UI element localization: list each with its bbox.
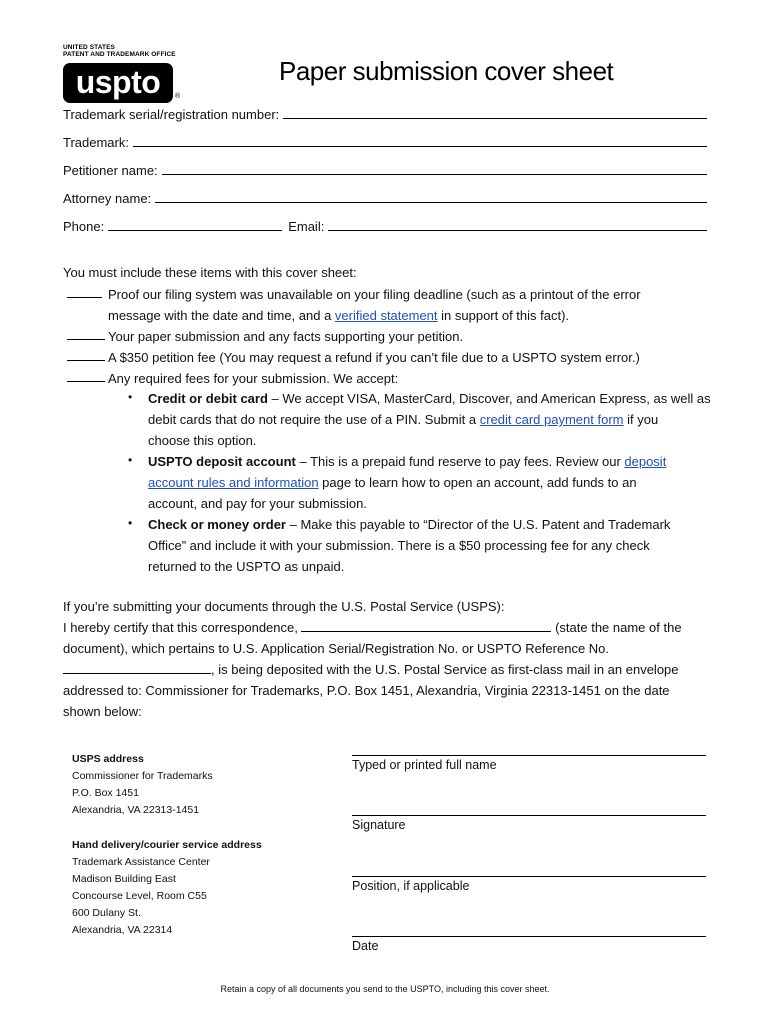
credit-card-line-1 xyxy=(148,388,711,409)
hand-delivery-line: Madison Building East xyxy=(72,873,176,885)
usps-cert-text-a: I hereby certify that this correspondence, xyxy=(63,620,302,635)
usps-cert-line-4: addressed to: Commissioner for Trademarks, P.O. Box 1451, Alexandria, Virginia 22313-1451 on the date xyxy=(63,683,670,698)
item4-check-line[interactable] xyxy=(67,380,105,382)
logo-agency-line-1: UNITED STATES xyxy=(63,44,115,51)
check-line-3: returned to the USPTO as unpaid. xyxy=(148,559,345,574)
credit-card-line-3: choose this option. xyxy=(148,433,257,448)
bullet-dot: • xyxy=(128,516,133,530)
attorney-label: Attorney name: xyxy=(63,191,152,206)
footer-note: Retain a copy of all documents you send to the USPTO, including this cover sheet. xyxy=(220,984,550,994)
signature-label: Signature xyxy=(352,818,406,832)
uspto-logo xyxy=(63,44,183,106)
position-line[interactable] xyxy=(352,876,706,878)
phone-label: Phone: xyxy=(63,219,105,234)
item1-line-1: Proof our filing system was unavailable on your filing deadline (such as a printout of the error xyxy=(108,287,641,302)
usps-cert-text-b: (state the name of the xyxy=(551,620,682,635)
trademark-line[interactable] xyxy=(133,145,707,147)
date-line[interactable] xyxy=(352,936,706,938)
hand-delivery-line: 600 Dulany St. xyxy=(72,907,141,919)
logo-agency-line-2: PATENT AND TRADEMARK OFFICE xyxy=(63,51,176,58)
usps-cert-line-3 xyxy=(63,659,679,680)
item2-text: Your paper submission and any facts supporting your petition. xyxy=(108,329,464,344)
serial-number-label: Trademark serial/registration number: xyxy=(63,107,280,122)
document-name-line[interactable] xyxy=(301,630,551,632)
credit-card-line-2 xyxy=(148,409,658,430)
usps-cert-line-2: document), which pertains to U.S. Application Serial/Registration No. or USPTO Reference No. xyxy=(63,641,610,656)
hand-delivery-heading: Hand delivery/courier service address xyxy=(72,839,262,851)
check-text-a: – Make this payable to “Director of the U.S. Patent and Trademark xyxy=(286,517,671,532)
item4-text: Any required fees for your submission. We accept: xyxy=(108,371,399,386)
usps-address-line: Commissioner for Trademarks xyxy=(72,770,213,782)
credit-card-form-link[interactable]: credit card payment form xyxy=(479,412,624,427)
item3-text: A $350 petition fee (You may request a refund if you can’t file due to a USPTO system error.) xyxy=(108,350,640,365)
hand-delivery-line: Alexandria, VA 22314 xyxy=(72,924,173,936)
date-label: Date xyxy=(352,939,379,953)
item2-check-line[interactable] xyxy=(67,338,105,340)
signature-line[interactable] xyxy=(352,815,706,817)
item1-text-post: in support of this fact). xyxy=(437,308,570,323)
items-intro: You must include these items with this cover sheet: xyxy=(63,265,357,280)
hand-delivery-line: Trademark Assistance Center xyxy=(72,856,210,868)
registered-mark: ® xyxy=(175,93,181,100)
hand-delivery-line: Concourse Level, Room C55 xyxy=(72,890,207,902)
serial-number-line[interactable] xyxy=(283,117,707,119)
email-label: Email: xyxy=(288,219,325,234)
phone-line[interactable] xyxy=(108,229,282,231)
bullet-dot: • xyxy=(128,453,133,467)
phone-email-row xyxy=(63,219,707,234)
petitioner-field[interactable] xyxy=(63,163,707,178)
reference-number-line[interactable] xyxy=(63,672,211,674)
usps-cert-line-5: shown below: xyxy=(63,704,142,719)
item3-check-line[interactable] xyxy=(67,359,105,361)
usps-address-heading: USPS address xyxy=(72,753,144,765)
usps-intro: If you’re submitting your documents through the U.S. Postal Service (USPS): xyxy=(63,599,505,614)
deposit-line-1 xyxy=(148,451,666,472)
credit-card-text-c: if you xyxy=(623,412,659,427)
deposit-line-2 xyxy=(148,472,637,493)
deposit-heading: USPTO deposit account xyxy=(148,454,296,469)
usps-address-line: Alexandria, VA 22313-1451 xyxy=(72,804,200,816)
item1-text-pre: message with the date and time, and a xyxy=(108,308,335,323)
account-rules-link[interactable]: account rules and information xyxy=(148,475,319,490)
full-name-line[interactable] xyxy=(352,755,706,757)
item1-line-2 xyxy=(108,305,569,326)
credit-card-text-b: debit cards that do not require the use of a PIN. Submit a xyxy=(148,412,480,427)
deposit-link[interactable]: deposit xyxy=(624,454,667,469)
trademark-label: Trademark: xyxy=(63,135,129,150)
position-label: Position, if applicable xyxy=(352,879,470,893)
credit-card-heading: Credit or debit card xyxy=(148,391,268,406)
deposit-line-3: account, and pay for your submission. xyxy=(148,496,367,511)
logo-wordmark: uspto xyxy=(75,64,161,100)
check-line-1 xyxy=(148,514,670,535)
check-heading: Check or money order xyxy=(148,517,286,532)
petitioner-line[interactable] xyxy=(162,173,707,175)
deposit-text-a: – This is a prepaid fund reserve to pay fees. Review our xyxy=(295,454,625,469)
credit-card-text-a: – We accept VISA, MasterCard, Discover, and American Express, as well as xyxy=(267,391,711,406)
page-title: Paper submission cover sheet xyxy=(279,56,614,86)
logo-badge xyxy=(63,63,173,103)
bullet-dot: • xyxy=(128,390,133,404)
email-line[interactable] xyxy=(328,229,707,231)
verified-statement-link[interactable]: verified statement xyxy=(334,308,438,323)
attorney-field[interactable] xyxy=(63,191,707,206)
item1-check-line[interactable] xyxy=(67,296,102,298)
full-name-label: Typed or printed full name xyxy=(352,758,497,772)
serial-number-field[interactable] xyxy=(63,107,707,122)
usps-address-line: P.O. Box 1451 xyxy=(72,787,139,799)
petitioner-label: Petitioner name: xyxy=(63,163,158,178)
attorney-line[interactable] xyxy=(155,201,707,203)
check-line-2: Office” and include it with your submission. There is a $50 processing fee for any check xyxy=(148,538,650,553)
deposit-text-b: page to learn how to open an account, add funds to an xyxy=(318,475,637,490)
trademark-field[interactable] xyxy=(63,135,707,150)
usps-cert-text-c: , is being deposited with the U.S. Postal Service as first-class mail in an envelope xyxy=(211,662,679,677)
usps-cert-line-1 xyxy=(63,617,682,638)
